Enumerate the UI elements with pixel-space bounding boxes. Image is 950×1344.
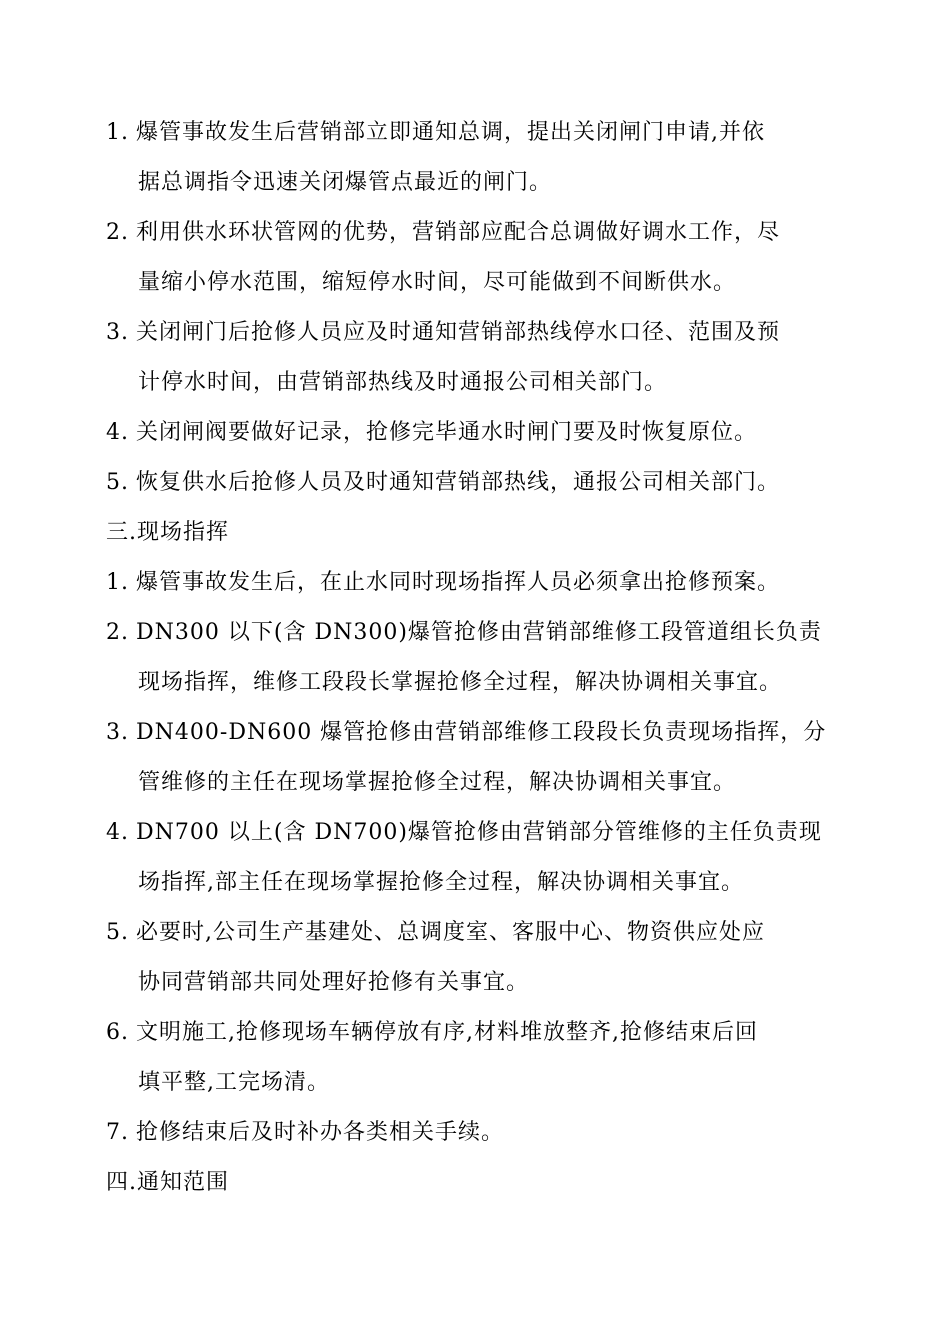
item-number: 3. — [106, 320, 129, 345]
item-number: 5. — [106, 920, 129, 945]
item-number: 6. — [106, 1020, 129, 1045]
item-text-line1: 恢复供水后抢修人员及时通知营销部热线，通报公司相关部门。 — [136, 470, 781, 495]
item-number: 4. — [106, 420, 129, 445]
list-item — [106, 908, 846, 1008]
item-text-line2: 协同营销部共同处理好抢修有关事宜。 — [138, 970, 530, 995]
item-text-line1: DN300 以下(含 DN300)爆管抢修由营销部维修工段管道组长负责 — [136, 620, 822, 645]
list-item — [106, 1108, 846, 1158]
list-item — [106, 308, 846, 408]
section3-heading: 三.现场指挥 — [106, 520, 229, 545]
item-number: 1. — [106, 570, 129, 595]
list-item — [106, 708, 846, 808]
item-text-line2: 填平整,工完场清。 — [138, 1070, 330, 1095]
item-number: 4. — [106, 820, 129, 845]
item-number: 2. — [106, 620, 129, 645]
item-text-line1: 关闭闸门后抢修人员应及时通知营销部热线停水口径、范围及预 — [136, 320, 781, 345]
item-text-line1: 文明施工,抢修现场车辆停放有序,材料堆放整齐,抢修结束后回 — [136, 1020, 758, 1045]
item-text-line1: 关闭闸阀要做好记录，抢修完毕通水时闸门要及时恢复原位。 — [136, 420, 758, 445]
item-text-line2: 现场指挥，维修工段段长掌握抢修全过程，解决协调相关事宜。 — [138, 670, 783, 695]
item-number: 1. — [106, 120, 129, 145]
section4-heading: 四.通知范围 — [106, 1170, 229, 1195]
list-item — [106, 558, 846, 608]
item-text-line1: DN400-DN600 爆管抢修由营销部维修工段段长负责现场指挥，分 — [136, 720, 827, 745]
list-item — [106, 608, 846, 708]
list-item — [106, 458, 846, 508]
section3 — [106, 508, 846, 1208]
item-text-line1: 必要时,公司生产基建处、总调度室、客服中心、物资供应处应 — [136, 920, 765, 945]
list-item — [106, 208, 846, 308]
item-text-line1: 爆管事故发生后营销部立即通知总调，提出关闭闸门申请,并依 — [136, 120, 765, 145]
section2-list — [106, 108, 846, 508]
list-item — [106, 808, 846, 908]
item-text-line2: 场指挥,部主任在现场掌握抢修全过程，解决协调相关事宜。 — [138, 870, 744, 895]
item-number: 7. — [106, 1120, 129, 1145]
item-text-line1: DN700 以上(含 DN700)爆管抢修由营销部分管维修的主任负责现 — [136, 820, 822, 845]
item-number: 5. — [106, 470, 129, 495]
item-text-line2: 据总调指令迅速关闭爆管点最近的闸门。 — [138, 170, 553, 195]
item-number: 2. — [106, 220, 129, 245]
item-text-line2: 量缩小停水范围，缩短停水时间，尽可能做到不间断供水。 — [138, 270, 737, 295]
list-item — [106, 108, 846, 208]
item-text-line1: 利用供水环状管网的优势，营销部应配合总调做好调水工作，尽 — [136, 220, 781, 245]
item-text-line1: 爆管事故发生后，在止水同时现场指挥人员必须拿出抢修预案。 — [136, 570, 781, 595]
item-text-line2: 计停水时间，由营销部热线及时通报公司相关部门。 — [138, 370, 668, 395]
item-text-line1: 抢修结束后及时补办各类相关手续。 — [136, 1120, 505, 1145]
item-text-line2: 管维修的主任在现场掌握抢修全过程，解决协调相关事宜。 — [138, 770, 737, 795]
item-number: 3. — [106, 720, 129, 745]
list-item — [106, 1008, 846, 1108]
list-item — [106, 408, 846, 458]
